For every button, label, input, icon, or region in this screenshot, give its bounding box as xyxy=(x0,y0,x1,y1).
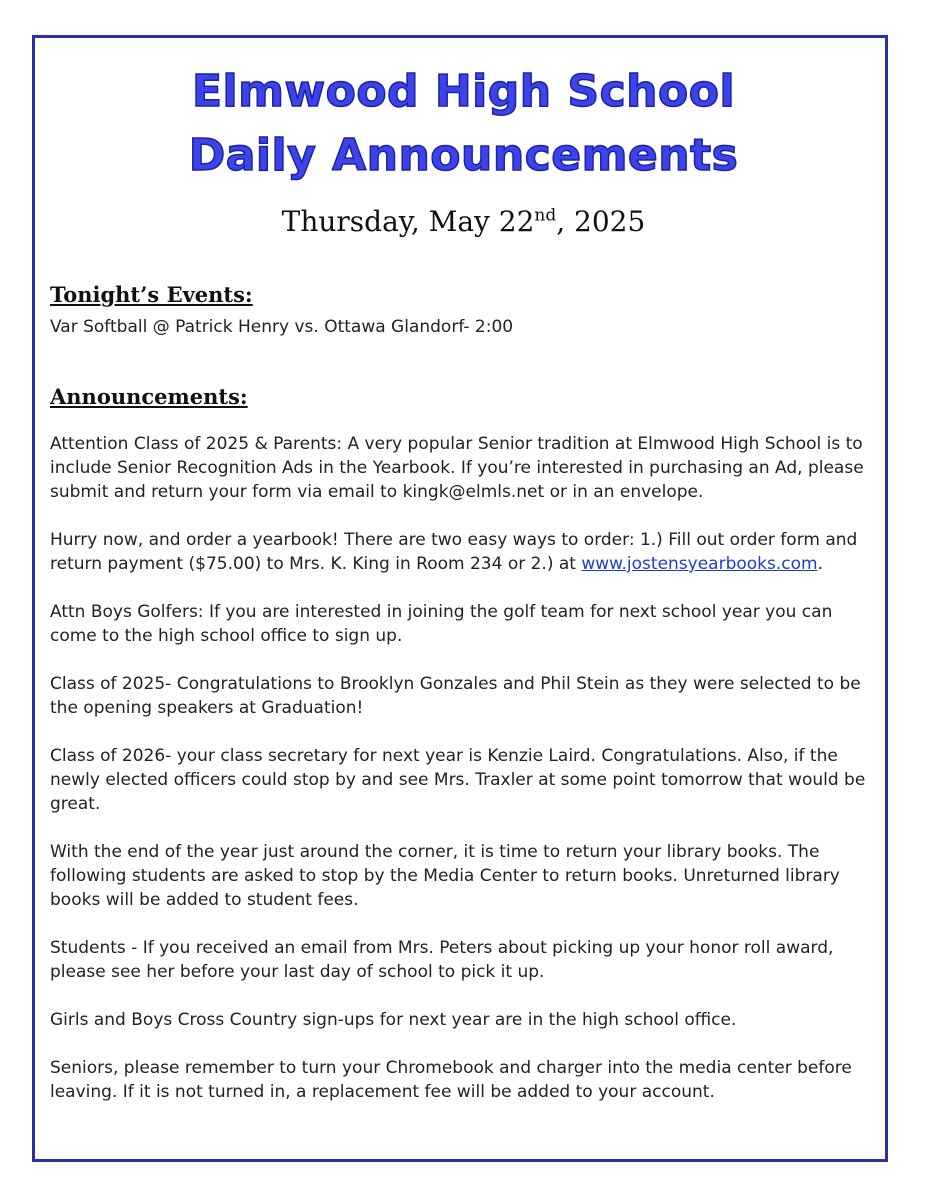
yearbook-link-period: . xyxy=(817,554,824,574)
announcements-heading: Announcements: xyxy=(50,384,248,409)
announcement-senior-ads: Attention Class of 2025 & Parents: A very popular Senior tradition at Elmwood High School is to include Senior Recognition Ads in the Yearbook. If you’re interested in purchasing an Ad, please submit and return your form via email to kingk@elmls.net or in an envelope. xyxy=(50,434,864,502)
yearbook-website-link[interactable]: www.jostensyearbooks.com xyxy=(581,554,818,574)
announcement-library-books: With the end of the year just around the corner, it is time to return your library books. The following students are asked to stop by the Media Center to return books. Unreturned library books will be added to student fees. xyxy=(50,842,840,910)
date-ordinal-suffix: nd xyxy=(534,205,557,226)
announcement-date xyxy=(0,205,927,239)
yearbook-order-text: Hurry now, and order a yearbook! There are two easy ways to order: 1.) Fill out order form and return payment ($75.00) to Mrs. K. King in Room 234 or 2.) at xyxy=(50,530,858,574)
document-title: Daily Announcements xyxy=(188,130,739,181)
events-heading: Tonight’s Events: xyxy=(50,282,253,307)
announcement-chromebook: Seniors, please remember to turn your Chromebook and charger into the media center before leaving. If it is not turned in, a replacement fee will be added to your account. xyxy=(50,1058,852,1102)
date-main: Thursday, May 22 xyxy=(281,205,535,238)
announcement-cross-country: Girls and Boys Cross Country sign-ups for next year are in the high school office. xyxy=(50,1010,737,1030)
announcement-graduation-speakers: Class of 2025- Congratulations to Brooklyn Gonzales and Phil Stein as they were selected to be the opening speakers at Graduation! xyxy=(50,674,861,718)
announcement-golf: Attn Boys Golfers: If you are interested in joining the golf team for next school year you can come to the high school office to sign up. xyxy=(50,602,833,646)
document-body xyxy=(50,281,870,1104)
announcement-class-2026: Class of 2026- your class secretary for next year is Kenzie Laird. Congratulations. Also, if the newly elected officers could stop by and see Mrs. Traxler at some point tomorrow that would be great. xyxy=(50,746,866,814)
announcement-yearbook-order xyxy=(50,528,870,576)
announcement-honor-roll: Students - If you received an email from Mrs. Peters about picking up your honor roll award, please see her before your last day of school to pick it up. xyxy=(50,938,834,982)
school-title: Elmwood High School xyxy=(191,66,736,117)
event-item: Var Softball @ Patrick Henry vs. Ottawa Glandorf- 2:00 xyxy=(50,317,514,337)
date-year: , 2025 xyxy=(556,205,646,238)
